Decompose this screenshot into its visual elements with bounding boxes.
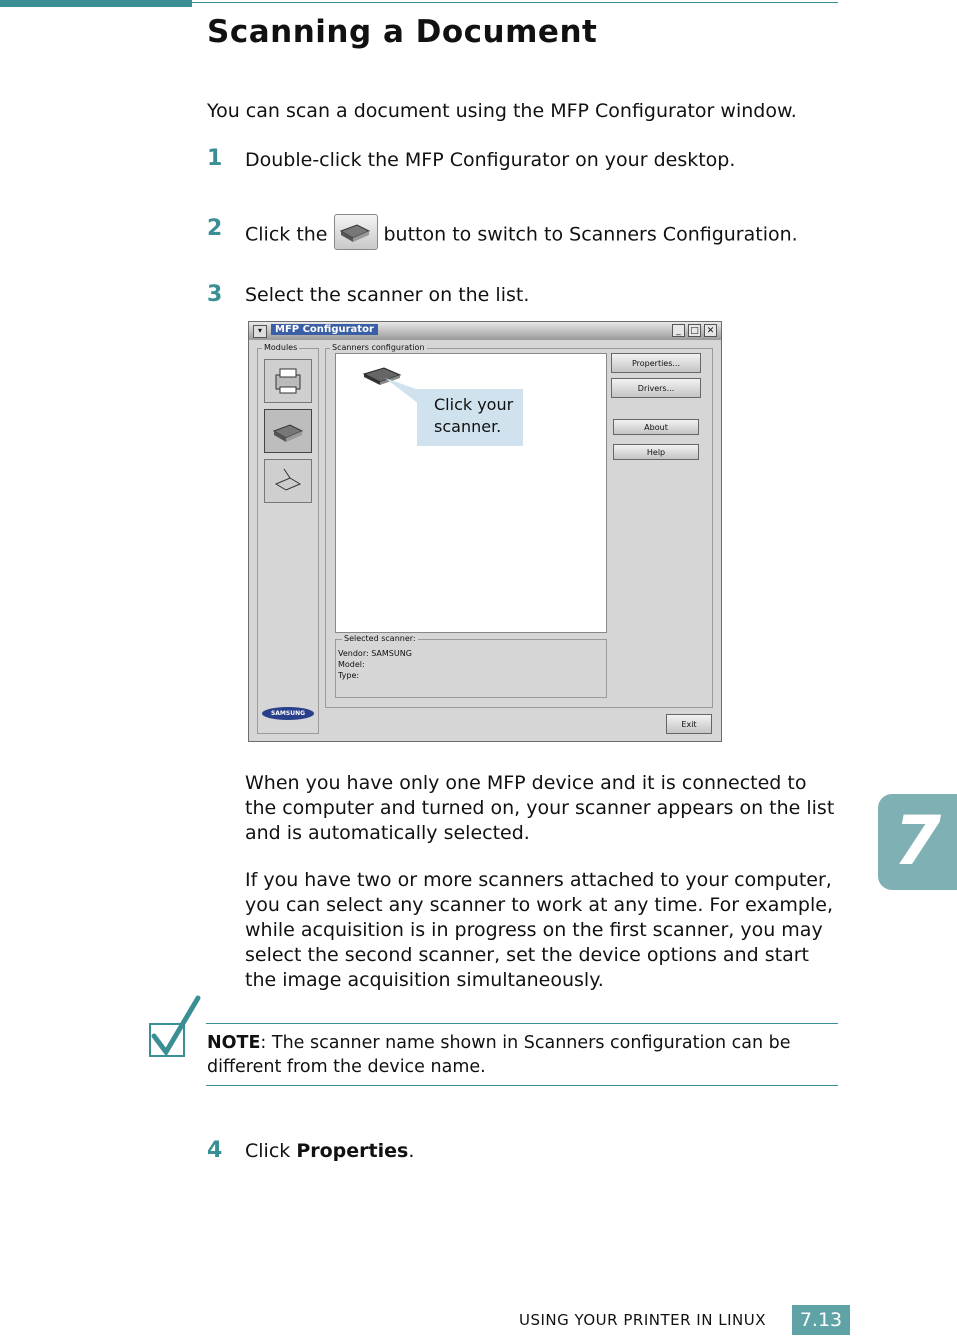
chapter-number: 7 [893,802,942,881]
printers-module-button[interactable] [264,359,312,403]
window-titlebar [249,322,721,340]
window-title: MFP Configurator [271,324,378,335]
step-1-text: Double-click the MFP Configurator on your desktop. [245,149,736,171]
selected-scanner-group [335,634,607,698]
step-2-number: 2 [207,216,223,241]
footer-page-number: 7.13 [792,1305,850,1335]
step-4-text-before: Click [245,1140,297,1162]
help-button[interactable]: Help [613,444,699,460]
window-menu-icon[interactable]: ▾ [253,325,267,338]
properties-button[interactable]: Properties... [611,353,701,373]
selected-scanner-label: Selected scanner: [344,634,416,643]
header-accent-bar [0,0,192,7]
note-bottom-rule [206,1085,838,1086]
scanners-module-button[interactable] [264,409,312,453]
modules-label: Modules [264,343,298,352]
step-4-text-after: . [408,1140,415,1162]
note-block [207,1031,837,1079]
exit-button[interactable]: Exit [666,714,712,734]
drivers-button[interactable]: Drivers... [611,378,701,398]
step-4-bold: Properties [296,1140,409,1162]
about-button[interactable]: About [613,419,699,435]
step-2-text-after: button to switch to Scanners Configuration. [383,223,798,246]
page-title: Scanning a Document [207,14,598,50]
modules-group [257,343,319,734]
note-text: : The scanner name shown in Scanners configuration can be different from the device name. [207,1033,791,1077]
intro-text: You can scan a document using the MFP Configurator window. [207,100,797,122]
footer-section-title: USING YOUR PRINTER IN LINUX [519,1311,766,1329]
step-2-text-before: Click the [245,223,328,246]
close-icon[interactable]: ✕ [704,324,717,337]
model-text: Model: [338,660,365,669]
mfp-configurator-window [248,321,722,742]
ports-module-button[interactable] [264,459,312,503]
maximize-icon[interactable]: □ [688,324,701,337]
callout-click-your-scanner [417,389,523,446]
samsung-logo: SAMSUNG [262,707,314,720]
type-text: Type: [338,671,360,680]
callout-text: Click your scanner. [434,395,514,436]
scanners-config-button-icon [334,214,378,250]
checkmark-note-icon [144,994,202,1064]
scanner-icon [270,417,306,445]
note-top-rule [206,1023,838,1024]
minimize-icon[interactable]: _ [672,324,685,337]
printer-icon [270,365,306,397]
port-icon [270,466,306,496]
step-3-number: 3 [207,282,223,307]
scanners-config-label: Scanners configuration [332,343,425,352]
header-rule [192,2,838,3]
step-1-number: 1 [207,146,223,171]
note-label: NOTE [207,1033,261,1053]
step-3-text: Select the scanner on the list. [245,284,530,306]
paragraph-one-mfp: When you have only one MFP device and it is connected to the computer and turned on, your scanner appears on the list and is automatically selected. [245,772,835,844]
vendor-text: Vendor: SAMSUNG [338,649,412,658]
step-2-line [245,217,798,253]
paragraph-multiple-scanners: If you have two or more scanners attached to your computer, you can select any scanner to work at any time. For example, while acquisition is in progress on the first scanner, you may select the second scanner, set the device options and start the image acquisition simultaneously. [245,869,833,991]
step-4-line [245,1139,414,1164]
callout-pointer [385,378,421,408]
step-4-number: 4 [207,1138,223,1163]
